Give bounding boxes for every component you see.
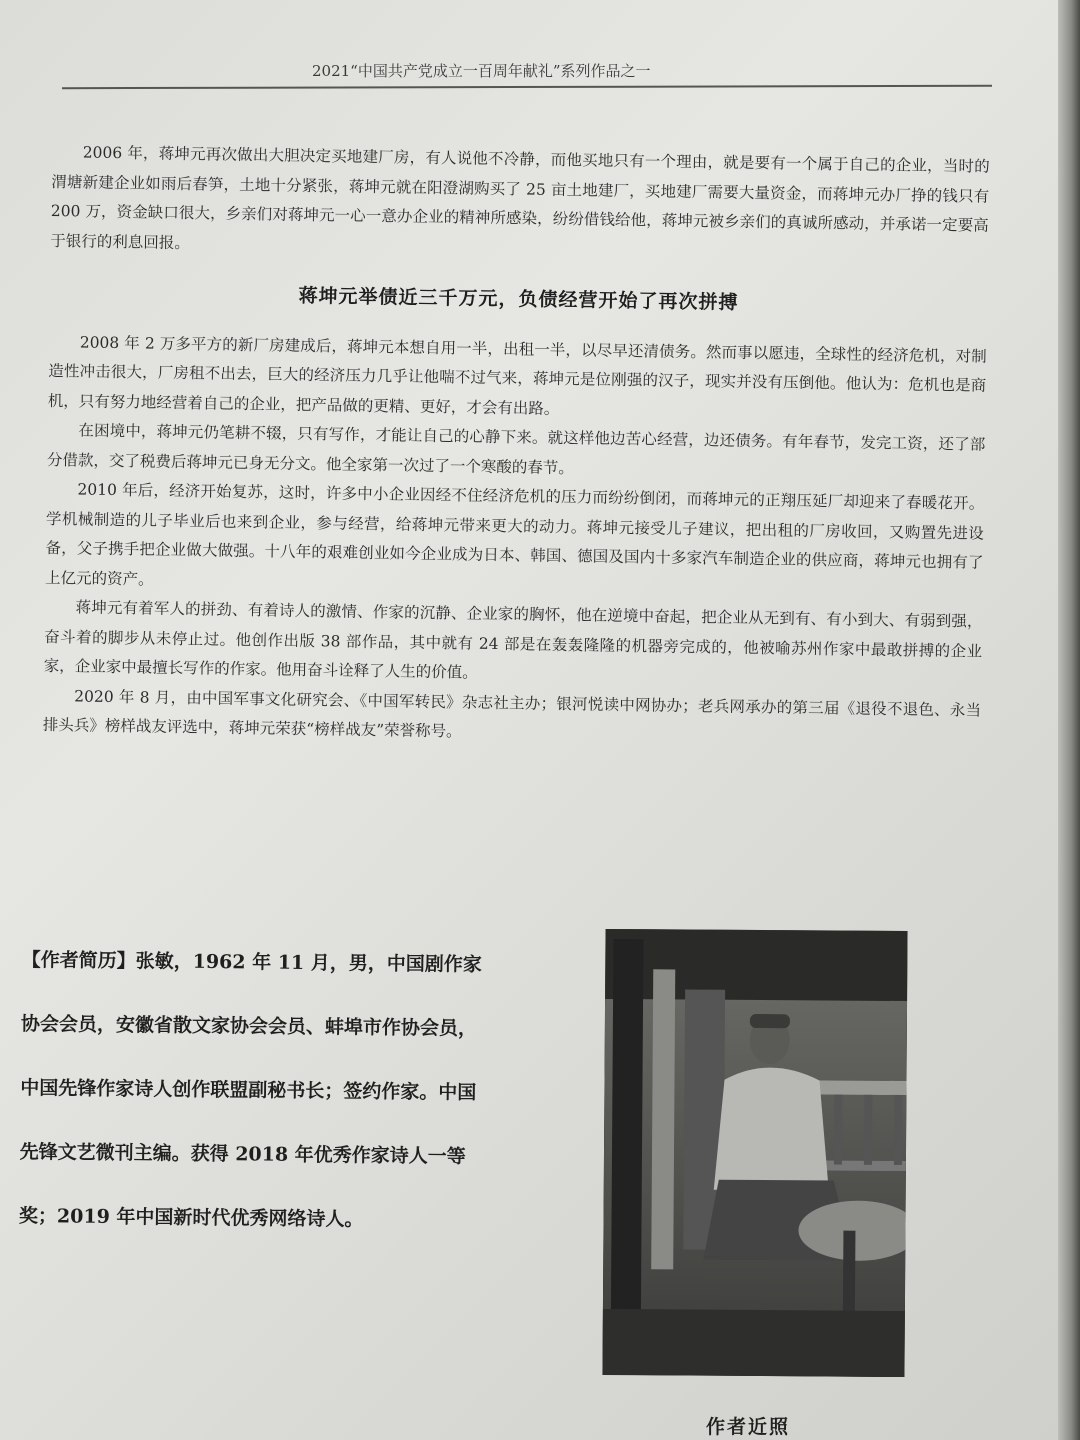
author-photo-image (602, 929, 907, 1377)
article-body (43, 138, 990, 755)
author-photo (602, 929, 907, 1377)
author-bio-text: 张敏，1962 年 11 月，男，中国剧作家协会会员，安徽省散文家协会会员、蚌埠市作协会员，中国先锋作家诗人创作联盟副秘书长；签约作家。中国先锋文艺微刊主编。获得 2018 年优秀作家诗人一等奖；2019 年中国新时代优秀网络诗人。 (18, 950, 482, 1231)
section-title: 蒋坤元举债近三千万元，负债经营开始了再次拼搏 (298, 284, 739, 314)
running-header: 2021“中国共产党成立一百周年献礼”系列作品之一 (312, 62, 651, 80)
paragraph: 在困境中，蒋坤元仍笔耕不辍，只有写作，才能让自己的心静下来。就这样他边苦心经营，边还债务。有年春节，发完工资，还了部分借款，交了税费后蒋坤元已身无分文。他全家第一次过了一个寒酸的春节。 (46, 421, 986, 477)
photo-caption: 作者近照 (706, 1416, 791, 1438)
paragraph: 2010 年后，经济开始复苏，这时，许多中小企业因经不住经济危机的压力而纷纷倒闭，而蒋坤元的正翔压延厂却迎来了春暖花开。学机械制造的儿子毕业后也来到企业，参与经营，给蒋坤元带来更大的动力。蒋坤元接受儿子建议，把出租的厂房收回，又购置先进设备，父子携手把企业做大做强。十八年的艰难创业如今企业成为日本、韩国、德国及国内十多家汽车制造企业的供应商，蒋坤元也拥有了上亿元的资产。 (44, 480, 985, 589)
author-bio (19, 928, 487, 1253)
paragraph: 2008 年 2 万多平方的新厂房建成后，蒋坤元本想自用一半，出租一半，以尽早还清债务。然而事以愿违，全球性的经济危机，对制造性冲击很大，厂房租不出去，巨大的经济压力几乎让他喘不过气来，蒋坤元是位刚强的汉子，现实并没有压倒他。他认为：危机也是商机，只有努力地经营着自己的企业，把产品做的更精、更好，才会有出路。 (47, 332, 987, 418)
author-bio-label: 【作者简历】 (21, 948, 136, 973)
header-rule (62, 85, 992, 89)
page-edge (1058, 0, 1080, 1440)
paragraph: 2006 年，蒋坤元再次做出大胆决定买地建厂房，有人说他不冷静，而他买地只有一个理由，就是要有一个属于自己的企业，当时的渭塘新建企业如雨后春笋，土地十分紧张，蒋坤元就在阳澄湖购买了 25 亩土地建厂，买地建厂需要大量资金，而蒋坤元办厂挣的钱只有 200 万，资金缺口很大，乡亲们对蒋坤元一心一意办企业的精神所感染，纷纷借钱给他，蒋坤元被乡亲们的真诚所感动，并承诺一定要高于银行的利息回报。 (50, 143, 990, 252)
paragraph: 2020 年 8 月，由中国军事文化研究会、《中国军转民》杂志社主办；银河悦读中网协办；老兵网承办的第三届《退役不退色、永当排头兵》榜样战友评选中，蒋坤元荣获“榜样战友”荣誉称号。 (42, 686, 982, 741)
paragraph: 蒋坤元有着军人的拼劲、有着诗人的激情、作家的沉静、企业家的胸怀，他在逆境中奋起，把企业从无到有、有小到大、有弱到强，奋斗着的脚步从未停止过。他创作出版 38 部作品，其中就有 24 部是在轰轰隆隆的机器旁完成的，他被喻苏州作家中最敢拼搏的企业家，企业家中最擅长写作的作家。他用奋斗诠释了人生的价值。 (43, 598, 983, 682)
